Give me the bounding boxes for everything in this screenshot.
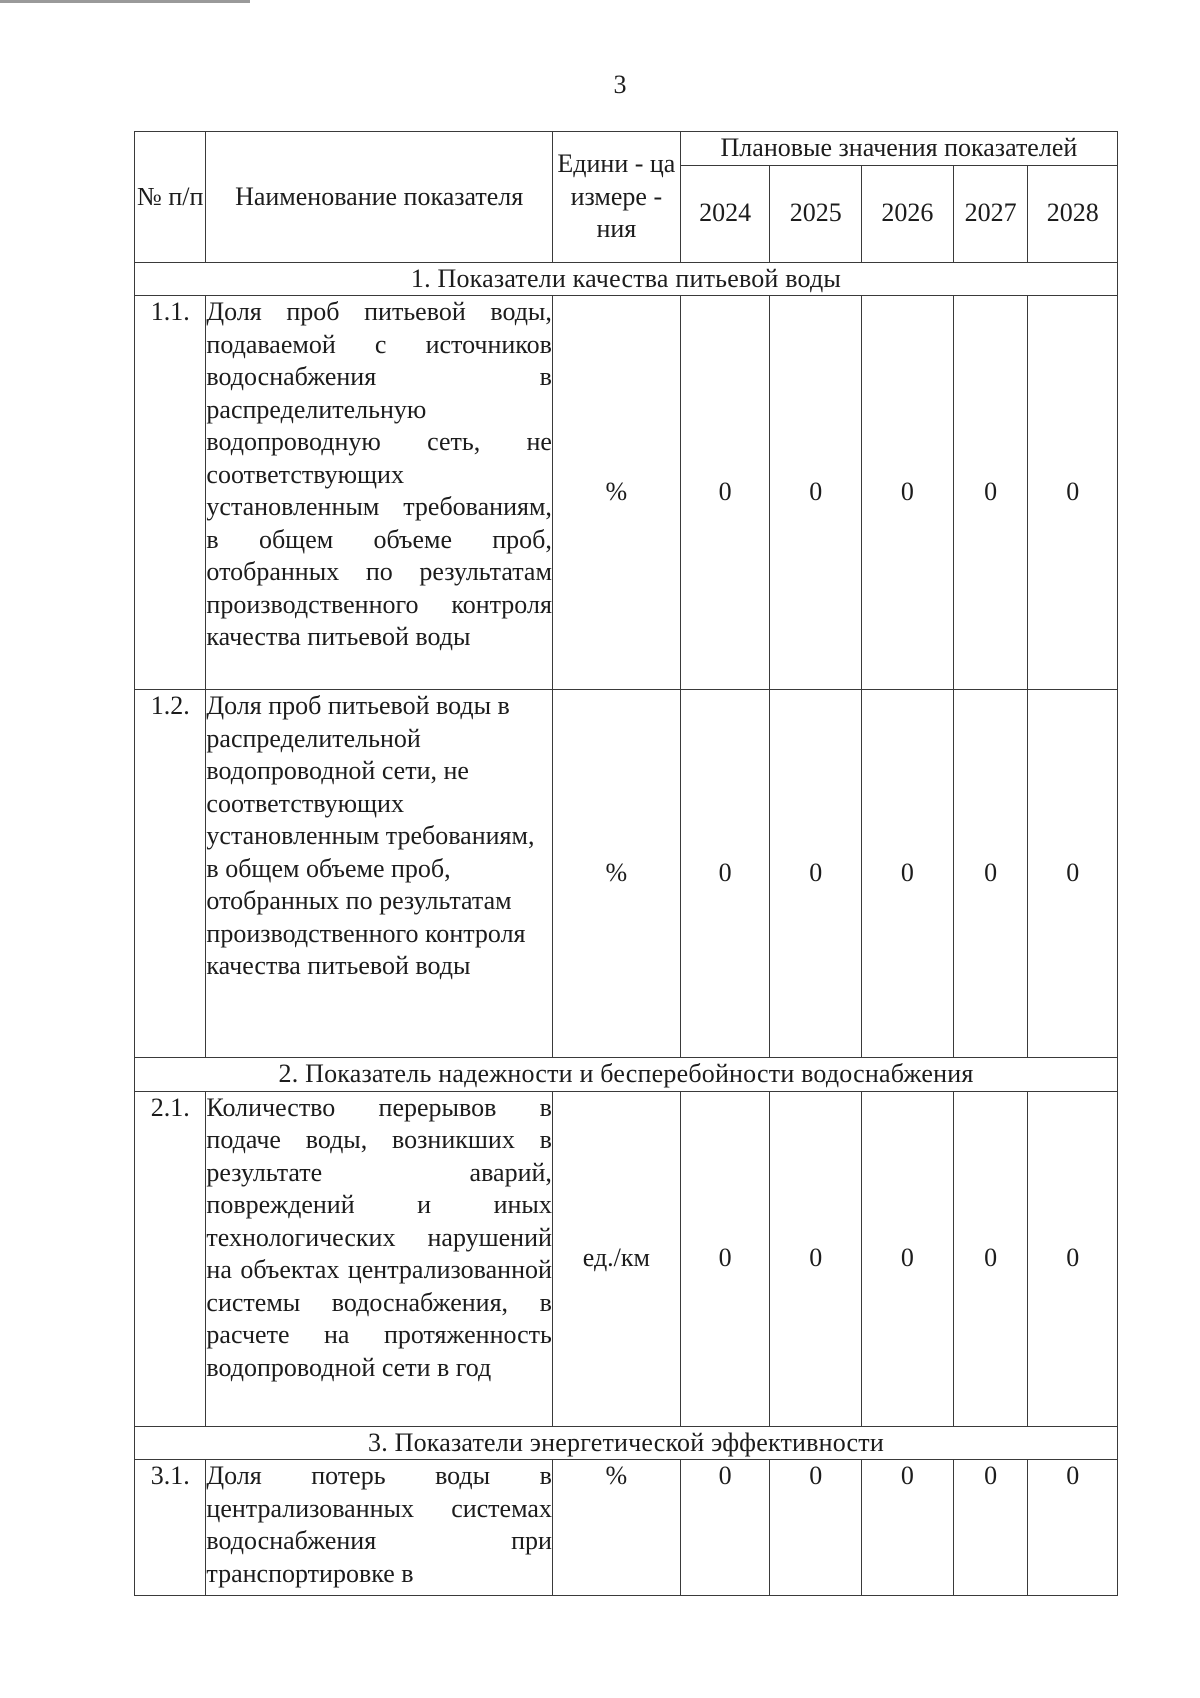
indicator-name: Доля проб питьевой воды, подаваемой с источников водоснабжения в распределительную водопроводную сеть, не соответствующих установленным требованиям, в общем объеме проб, отобранных по результатам производственного контроля качества питьевой воды [206,296,552,690]
section-row [135,1426,1118,1460]
section-title: 2. Показатель надежности и бесперебойности водоснабжения [135,1058,1118,1092]
unit-cell: % [552,690,680,1058]
row-number: 2.1. [135,1091,206,1426]
indicators-table [134,131,1118,1596]
value-cell: 0 [770,1091,862,1426]
unit-cell: % [552,1460,680,1596]
value-cell: 0 [953,1460,1028,1596]
value-cell: 0 [953,690,1028,1058]
table-body [135,262,1118,1596]
value-cell: 0 [862,1460,954,1596]
header-year: 2028 [1028,165,1118,262]
header-year: 2027 [953,165,1028,262]
value-cell: 0 [1028,690,1118,1058]
header-plan: Плановые значения показателей [680,132,1117,166]
section-title: 3. Показатели энергетической эффективности [135,1426,1118,1460]
value-cell: 0 [1028,1460,1118,1596]
value-cell: 0 [953,296,1028,690]
section-row [135,262,1118,296]
table-row [135,1091,1118,1426]
value-cell: 0 [770,690,862,1058]
value-cell: 0 [862,1091,954,1426]
header-name: Наименование показателя [206,132,552,263]
header-num: № п/п [135,132,206,263]
value-cell: 0 [680,1460,770,1596]
table-row [135,1460,1118,1596]
table-row [135,296,1118,690]
indicator-name: Количество перерывов в подаче воды, возникших в результате аварий, повреждений и иных технологических нарушений на объектах централизованной системы водоснабжения, в расчете на протяженность водопроводной сети в год [206,1091,552,1426]
value-cell: 0 [770,296,862,690]
value-cell: 0 [862,296,954,690]
table-header [135,132,1118,263]
unit-cell: % [552,296,680,690]
unit-cell: ед./км [552,1091,680,1426]
scan-edge-line [0,0,250,3]
value-cell: 0 [1028,1091,1118,1426]
value-cell: 0 [953,1091,1028,1426]
row-number: 1.1. [135,296,206,690]
section-row [135,1058,1118,1092]
header-year: 2024 [680,165,770,262]
header-year: 2026 [862,165,954,262]
table-row [135,690,1118,1058]
section-title: 1. Показатели качества питьевой воды [135,262,1118,296]
value-cell: 0 [680,690,770,1058]
value-cell: 0 [680,296,770,690]
page-number: 3 [613,70,627,99]
header-unit: Едини - ца измере - ния [552,132,680,263]
header-year: 2025 [770,165,862,262]
value-cell: 0 [680,1091,770,1426]
indicator-name: Доля проб питьевой воды в распределительной водопроводной сети, не соответствующих установленным требованиям, в общем объеме проб, отобранных по результатам производственного контроля качества питьевой воды [206,690,552,1058]
indicator-name: Доля потерь воды в централизованных системах водоснабжения при транспортировке в [206,1460,552,1596]
row-number: 1.2. [135,690,206,1058]
value-cell: 0 [862,690,954,1058]
row-number: 3.1. [135,1460,206,1596]
value-cell: 0 [770,1460,862,1596]
value-cell: 0 [1028,296,1118,690]
